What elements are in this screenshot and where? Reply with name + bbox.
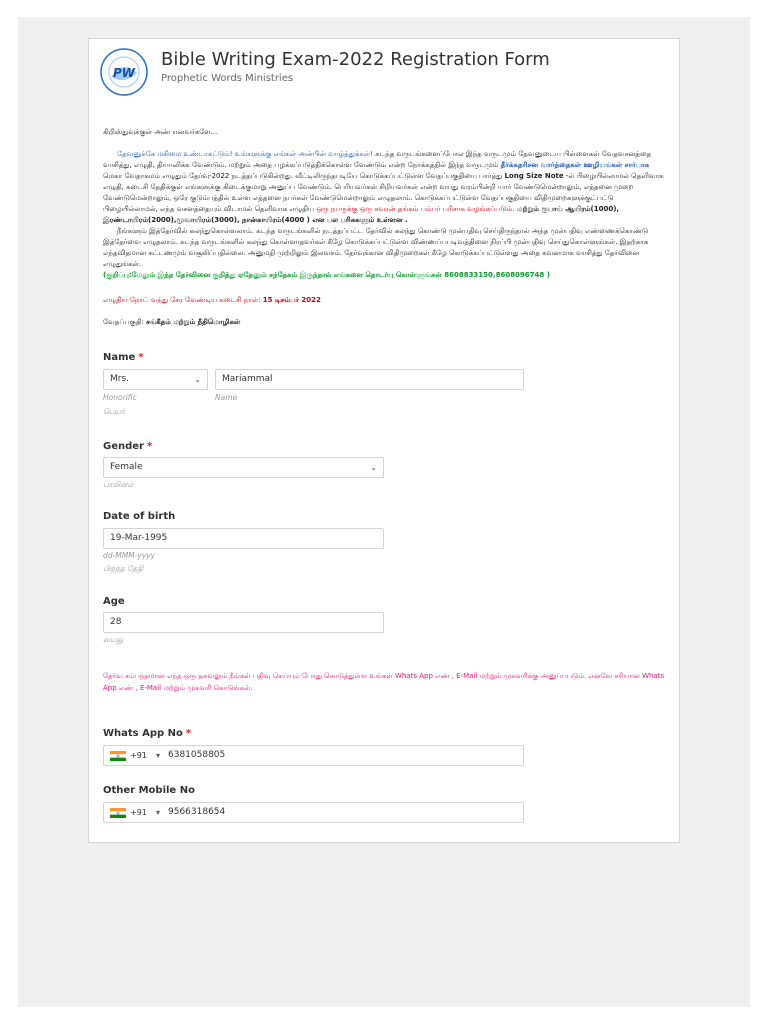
whatsapp-phone-input[interactable] (103, 745, 524, 766)
age-tamil-hint: வயது (103, 635, 124, 644)
other-mobile-phone-input[interactable] (103, 802, 524, 823)
india-flag-icon[interactable] (110, 751, 126, 761)
gender-tamil-hint: பாலினம் (103, 480, 134, 489)
other-mobile-value: 9566318654 (168, 807, 226, 817)
gender-select[interactable] (103, 457, 384, 478)
contact-note: தேர்வு சம்பந்தமான எந்த ஒரு தகவலும் நீங்கள் பதிவு செய்யும் போது கொடுத்துள்ள உங்கள் Whats App எண் , E-Mail மற்றும் முகவரிக்கு அனுப்பபடும். எனவே சரியான Whats App எண் , E-Mail மற்றும் முகவரி கொடுங்கள். (103, 672, 665, 692)
deadline-date: 15 டிசம்பர் 2022 (262, 296, 321, 304)
name-value: Mariammal (222, 374, 273, 384)
dob-value: 19-Mar-1995 (110, 533, 168, 543)
dropdown-dot-icon: ▾ (156, 808, 161, 817)
gender-value: Female (110, 462, 143, 472)
name-hint: Name (215, 393, 238, 402)
country-code[interactable]: +91 (130, 751, 147, 760)
required-marker: * (185, 728, 192, 739)
honorific-select[interactable] (103, 369, 208, 390)
gender-label (103, 441, 152, 452)
intro-text-2: மெகா வேதாகமம் எழுதும் தேர்வு-2022 நடத்தப்படுகின்றது. வீட்டிலிருந்தபடியே கொடுக்கப்பட்டுள்ள வேதப்பகுதியை பார்த்து (103, 172, 505, 180)
portion-value: சங்கீதம் மற்றும் நீதிமொழிகள் (146, 318, 241, 326)
prize-amounts-text: மற்றும் ரூபாய் ஆயிரம்(1000), இரண்டாயிரம்(2000),மூவாயிரம்(3000), நான்காயிரம்(4000 ) என பல பரிசுகளும் உள்ளன . (103, 205, 620, 224)
page-subtitle: Prophetic Words Ministries (161, 73, 294, 84)
intro-paragraph-2: நீங்களும் இத்தேர்வில் கலந்துகொள்ளலாம். கடந்த வருடங்களில் நடத்தப்பட்ட தேர்வில் கலந்து கொண்டு முன்பதிவு செய்திருந்தால் அந்த முன்பதிவு எண்ணைக்கொண்டு இத்தேர்வை எழுதலாம். கடந்த வருடங்களில் கலந்து கொள்ளாதவர்கள் கீழே கொடுக்கப்பட்டுள்ள விண்ணப்பபடிவத்தினை நிரப்பி முன்பதிவு செய்துகொள்ளுங்கள். இதற்காக எந்தவிதமான கட்டணமும் வசூலிப்பதில்லை. அனுமதி முற்றிலும் இலவசம். தேர்வுக்கான விதிமுறைகள் கீழே கொடுக்கப்பட்டுள்ளது அதை கவனமாக வாசித்து தேர்வினை எழுதுங்கள். (103, 227, 649, 268)
prize-text: ஒரு நபருக்கு ஒரு சவரன் தங்கம் பம்பர் பரிசாக வழங்கப்படும். (316, 205, 515, 213)
intro-text-3: -ல் பிழையில்லாமல் தெளிவாக எழுதி, கடைசி தேதிக்குள் எங்களுக்கு கிடைக்குமாறு அனுப்ப வேண்டும். பெரியவர்கள் சிறியவர்கள் என்ற வயது வரம்பின்றி யார் வேண்டுமென்றாலும், எத்தனை முறை வேண்டுமென்றாலும், ஒரே குடும்பத்தில் உள்ள எத்தனை நபர்கள் வேண்டுமென்றாலும் எழுதலாம். கொடுக்கப்பட்டுள்ள வேதப்பகுதியை விதிமுறைகளுக்குட்பட்டு பிழையில்லாமல், எந்த வசனத்தையும் விடாமல் தெளிவாக எழுதிய (103, 172, 664, 213)
dob-input[interactable] (103, 528, 384, 549)
whatsapp-label (103, 728, 191, 739)
deadline-label: எழுதிய நோட் வந்து சேர வேண்டிய கடைசி நாள்: (103, 296, 263, 304)
age-value: 28 (110, 617, 122, 627)
dob-tamil-hint: பிறந்த தேதி (103, 564, 144, 573)
intro-paragraph-1 (103, 149, 669, 226)
name-label-text: Name (103, 352, 136, 363)
ministry-logo-icon (99, 47, 149, 97)
intro-blue-text: தேவனுக்கே மகிமை உண்டாகட்டும்! உங்களுக்கு எங்கள் அன்பின் வாழ்த்துக்கள்! (117, 150, 373, 158)
other-mobile-label: Other Mobile No (103, 785, 195, 796)
long-size-note-text: Long Size Note (504, 172, 564, 180)
deadline-text (103, 295, 669, 306)
name-input[interactable] (215, 369, 524, 390)
page-title: Bible Writing Exam-2022 Registration Form (161, 49, 550, 70)
honorific-value: Mrs. (110, 374, 130, 384)
contact-text: (குறிப்பு:மேலும் இந்த தேர்வினை குறித்து ஏதேனும் சந்தேகம் இருந்தால் எங்களை தொடர்பு கொள்ளுங்கள் 8608833150,8608096748 ) (103, 271, 550, 279)
whatsapp-label-text: Whats App No (103, 728, 183, 739)
country-code[interactable]: +91 (130, 808, 147, 817)
chevron-down-icon: ⌄ (194, 375, 201, 384)
intro-text: கடந்த வருடங்களைப்போல இந்த வருடமும் தேவனுடைய பிள்ளைகள் வேதவசனத்தை வாசித்து, எழுதி, தியானிக்க வேண்டும். மற்றும் அதை பழக்கப்படுத்திக்கொள்ள வேண்டும் என்ற நோக்கத்தில் இந்த வருடமும் (103, 150, 652, 169)
logo-initials: PW (112, 66, 136, 80)
portion-text (103, 317, 669, 328)
intro-text-block (103, 127, 669, 328)
dropdown-dot-icon: ▾ (156, 751, 161, 760)
required-marker: * (146, 441, 153, 452)
chevron-down-icon: ⌄ (370, 463, 377, 472)
dob-label: Date of birth (103, 511, 176, 522)
registration-form-card (88, 38, 680, 843)
ministry-name-text: தீர்க்கதரிசன வார்த்தைகள் ஊழியங்கள் சார்பாக (500, 161, 650, 169)
dob-format-hint: dd-MMM-yyyy (103, 551, 156, 560)
india-flag-icon[interactable] (110, 808, 126, 818)
greeting-text: கிறிஸ்துவுக்குள் அன்பானவர்களே... (103, 128, 218, 136)
whatsapp-value: 6381058805 (168, 750, 226, 760)
name-tamil-hint: பெயர் (103, 407, 125, 416)
name-label (103, 352, 144, 363)
gender-label-text: Gender (103, 441, 144, 452)
required-marker: * (138, 352, 144, 363)
age-label: Age (103, 596, 125, 607)
age-input[interactable] (103, 612, 384, 633)
portion-label: வேதப்பகுதி: (103, 318, 147, 326)
honorific-hint: Honorific (103, 393, 137, 402)
